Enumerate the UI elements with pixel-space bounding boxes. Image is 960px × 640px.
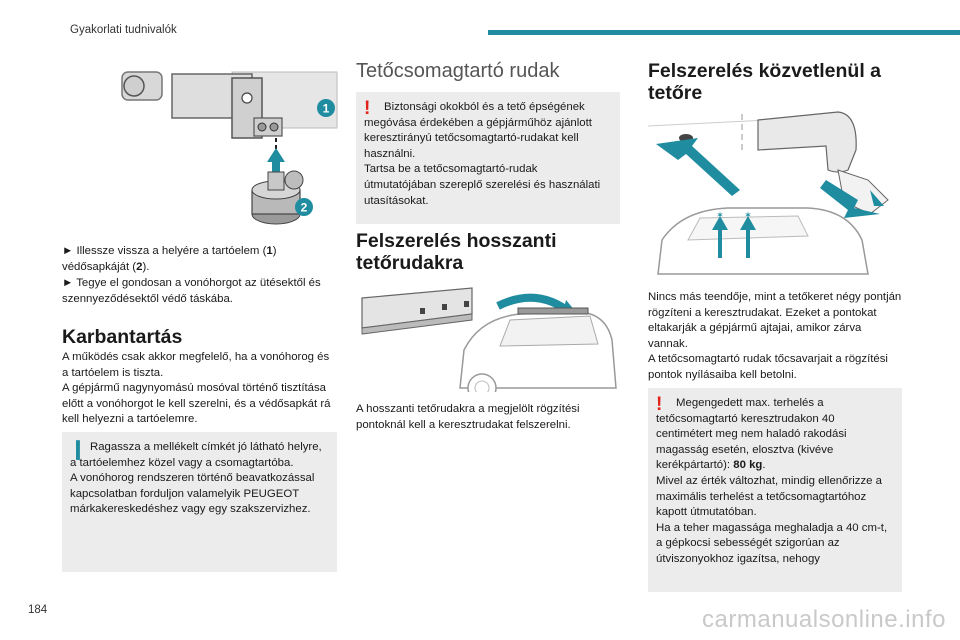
warning-box-roof-bars: ! Biztonsági okokból és a tető épségének megóvása érdekében a gépjárműhöz ajánlott keresztirányú tetőcsomagtartó-rudakat kell használni. Tartsa be a tetőcsomagtartó-rudak útmutatójában szereplő szerelési és használati utasításokat. (356, 92, 620, 224)
warning-icon: ! (656, 394, 663, 415)
callout-2: 2 (300, 200, 308, 215)
svg-text:✶: ✶ (744, 210, 752, 220)
info-icon: ❙ (70, 439, 86, 460)
longitudinal-text: A hosszanti tetőrudakra a megjelölt rögzítési pontoknál kell a keresztrudakat felszerelni. (356, 403, 580, 431)
roof-bars-title: Tetőcsomagtartó rudak (356, 60, 560, 82)
page-number: 184 (28, 604, 48, 616)
step-2: ► Tegye el gondosan a vonóhorgot az ütésektől és szennyeződésektől védő táskába. (62, 277, 321, 305)
direct-roof-text: Nincs más teendője, mint a tetőkeret négy pontján rögzíteni a keresztrudakat. Ezeket a pontokat eltakarják a gépjármű ajtajai, amikor zárva vannak. A tetőcsomagtartó rudak tőcsavarjait a rögzítési pontok nyílásaiba kell betolni. (648, 291, 902, 381)
svg-text:✶: ✶ (716, 210, 724, 220)
callout-1: 1 (322, 101, 330, 116)
warning-box-load: ! Megengedett max. terhelés a tetőcsomagtartó keresztrudakon 40 centimétert meg nem haladó rakodási magasság esetén, elosztva (kivéve kerékpártartó): 80 kg. Mivel az érték változhat, mindig ellenőrizze a maximális terhelést a tetőcsomagtartóhoz kapott útmutatóban. Ha a teher magassága meghaladja a 40 cm-t, a gépkocsi sebességét szigorúan az útviszonyokhoz igazítsa, nehogy (648, 388, 902, 592)
step-1: ► Illessze vissza a helyére a tartóelem (1) védősapkáját (2). (62, 245, 277, 273)
header-section-title: Gyakorlati tudnivalók (70, 24, 177, 36)
towbar-cap-illustration (112, 68, 340, 238)
longitudinal-rails-illustration (360, 284, 620, 392)
roof-mounting-illustration (648, 110, 898, 278)
warning-icon: ! (364, 98, 371, 119)
header-accent-bar (488, 30, 960, 35)
maintenance-text: A működés csak akkor megfelelő, ha a vonóhorog és a tartóelem is tiszta. A gépjármű nagynyomású mosóval történő tisztítása előtt a vonóhorgot le kell szerelni, és a védősapkát rá kell helyezni a tartóelemre. (62, 351, 331, 426)
direct-roof-title: Felszerelés közvetlenül a tetőre (648, 60, 882, 104)
info-box: ❙ Ragassza a mellékelt címkét jó látható helyre, a tartóelemhez közel vagy a csomagtartóba. A vonóhorog rendszeren történő beavatkozással kapcsolatban forduljon valamelyik PEUGEOT márkakereskedéshez vagy egy szakszervizhez. (62, 432, 337, 572)
longitudinal-title: Felszerelés hosszanti tetőrudakra (356, 230, 557, 274)
watermark: carmanualsonline.info (702, 606, 946, 633)
maintenance-title: Karbantartás (62, 326, 183, 348)
